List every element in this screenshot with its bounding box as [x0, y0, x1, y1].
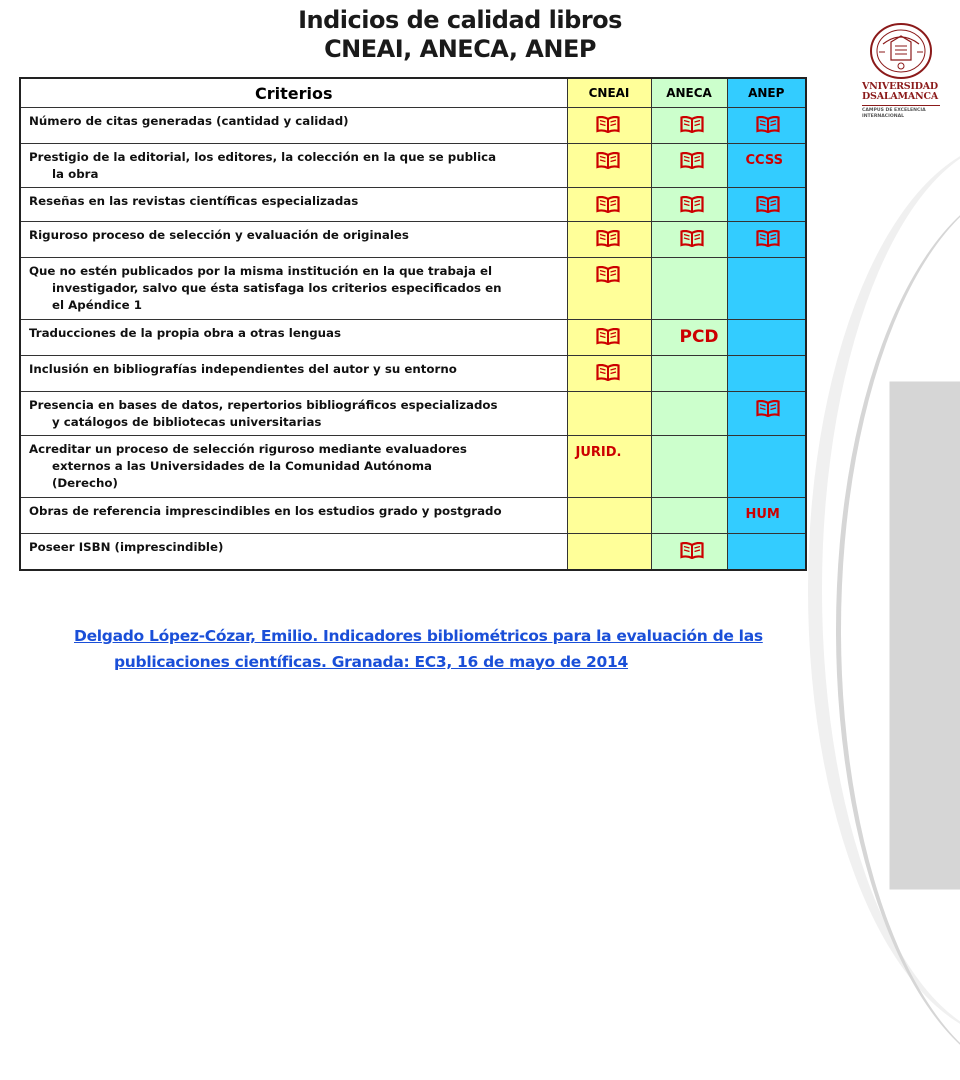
table-row [20, 108, 806, 144]
criterion-cell [20, 320, 567, 356]
logo-sub-line-1: CAMPUS DE EXCELENCIA [862, 108, 926, 113]
criterion-cell [20, 222, 567, 258]
header-anep: ANEP [727, 78, 806, 108]
criterion-text: Poseer ISBN (imprescindible) [29, 540, 224, 554]
book-icon [596, 116, 620, 133]
university-logo [862, 22, 940, 119]
logo-name-line-2: DSALAMANCA [862, 91, 939, 102]
criterion-text: el Apéndice 1 [52, 298, 142, 312]
cell-aneca [651, 108, 727, 144]
criterion-text: Que no estén publicados por la misma institución en la que trabaja el [29, 264, 492, 278]
table-row [20, 258, 806, 320]
cell-cneai [567, 222, 651, 258]
criterion-text: externos a las Universidades de la Comunidad Autónoma [52, 459, 433, 473]
book-icon [680, 152, 704, 169]
table-row [20, 534, 806, 570]
cell-aneca [651, 498, 727, 534]
cell-anep [727, 436, 806, 498]
cell-anep [727, 392, 806, 436]
cell-cneai [567, 498, 651, 534]
mark-text: HUM [745, 507, 780, 522]
logo-name-line-1: VNIVERSIDAD [862, 81, 938, 92]
cell-cneai [567, 320, 651, 356]
criterion-text: investigador, salvo que ésta satisfaga los criterios especificados en [52, 281, 502, 295]
logo-subtitle [862, 105, 940, 119]
cell-cneai [567, 356, 651, 392]
book-icon [680, 196, 704, 213]
mark-text: CCSS [745, 153, 783, 168]
criterion-cell [20, 108, 567, 144]
header-cneai: CNEAI [567, 78, 651, 108]
citation-line-1[interactable]: Delgado López-Cózar, Emilio. Indicadores bibliométricos para la evaluación de las [74, 627, 763, 645]
criterion-text: la obra [52, 167, 99, 181]
criterion-cell [20, 144, 567, 188]
table-row [20, 436, 806, 498]
cell-anep [727, 108, 806, 144]
university-seal-icon [869, 22, 933, 80]
criterion-text: Presencia en bases de datos, repertorios bibliográficos especializados [29, 398, 498, 412]
cell-aneca [651, 258, 727, 320]
book-icon [680, 230, 704, 247]
criterion-text: y catálogos de bibliotecas universitarias [52, 415, 322, 429]
cell-aneca [651, 222, 727, 258]
cell-anep [727, 356, 806, 392]
table-row [20, 392, 806, 436]
book-icon [596, 196, 620, 213]
cell-aneca [651, 320, 727, 356]
criterion-text: Número de citas generadas (cantidad y calidad) [29, 114, 349, 128]
criterion-text: Traducciones de la propia obra a otras lenguas [29, 326, 342, 340]
criterion-text: Obras de referencia imprescindibles en los estudios grado y postgrado [29, 504, 502, 518]
criterion-text: Acreditar un proceso de selección riguroso mediante evaluadores [29, 442, 467, 456]
criterion-cell [20, 258, 567, 320]
criterion-cell [20, 356, 567, 392]
table-row [20, 356, 806, 392]
cell-anep [727, 534, 806, 570]
mark-text: JURID. [575, 445, 622, 460]
mark-text: PCD [679, 327, 719, 347]
cell-cneai [567, 534, 651, 570]
cell-cneai [567, 144, 651, 188]
table-row [20, 144, 806, 188]
cell-anep [727, 320, 806, 356]
table-row [20, 320, 806, 356]
criterion-cell [20, 436, 567, 498]
book-icon [756, 196, 780, 213]
table-header-row [20, 78, 806, 108]
cell-anep [727, 498, 806, 534]
cell-aneca [651, 188, 727, 222]
criterion-cell [20, 392, 567, 436]
table-row [20, 188, 806, 222]
cell-cneai [567, 108, 651, 144]
cell-aneca [651, 392, 727, 436]
cell-aneca [651, 356, 727, 392]
book-icon [756, 116, 780, 133]
criterion-text: Reseñas en las revistas científicas especializadas [29, 194, 359, 208]
table-row [20, 498, 806, 534]
table-row [20, 222, 806, 258]
cell-anep [727, 258, 806, 320]
cell-anep [727, 188, 806, 222]
criterion-text: Riguroso proceso de selección y evaluación de originales [29, 228, 409, 242]
table-body [20, 108, 806, 570]
book-icon [680, 116, 704, 133]
slide-title [210, 6, 710, 64]
cell-cneai [567, 188, 651, 222]
cell-aneca [651, 436, 727, 498]
cell-cneai [567, 436, 651, 498]
book-icon [756, 400, 780, 417]
criterion-text: Prestigio de la editorial, los editores, la colección en la que se publica [29, 150, 497, 164]
criterion-cell [20, 498, 567, 534]
cell-aneca [651, 534, 727, 570]
book-icon [596, 364, 620, 381]
logo-name [862, 82, 940, 102]
book-icon [596, 328, 620, 345]
cell-cneai [567, 392, 651, 436]
cell-anep [727, 144, 806, 188]
book-icon [596, 152, 620, 169]
criterion-text: Inclusión en bibliografías independientes del autor y su entorno [29, 362, 457, 376]
cell-cneai [567, 258, 651, 320]
book-icon [596, 266, 620, 283]
criterion-cell [20, 188, 567, 222]
citation-line-2[interactable]: publicaciones científicas. Granada: EC3, 16 de mayo de 2014 [114, 653, 629, 671]
criterion-text: (Derecho) [52, 476, 118, 490]
header-aneca: ANECA [651, 78, 727, 108]
title-line-2: CNEAI, ANECA, ANEP [324, 35, 596, 63]
book-icon [680, 542, 704, 559]
logo-sub-line-2: INTERNACIONAL [862, 113, 905, 119]
book-icon [756, 230, 780, 247]
citation-link[interactable] [74, 623, 794, 675]
header-criterios: Criterios [20, 78, 567, 108]
cell-aneca [651, 144, 727, 188]
book-icon [596, 230, 620, 247]
criterion-cell [20, 534, 567, 570]
cell-anep [727, 222, 806, 258]
title-line-1: Indicios de calidad libros [298, 6, 622, 34]
criteria-table [19, 77, 807, 571]
